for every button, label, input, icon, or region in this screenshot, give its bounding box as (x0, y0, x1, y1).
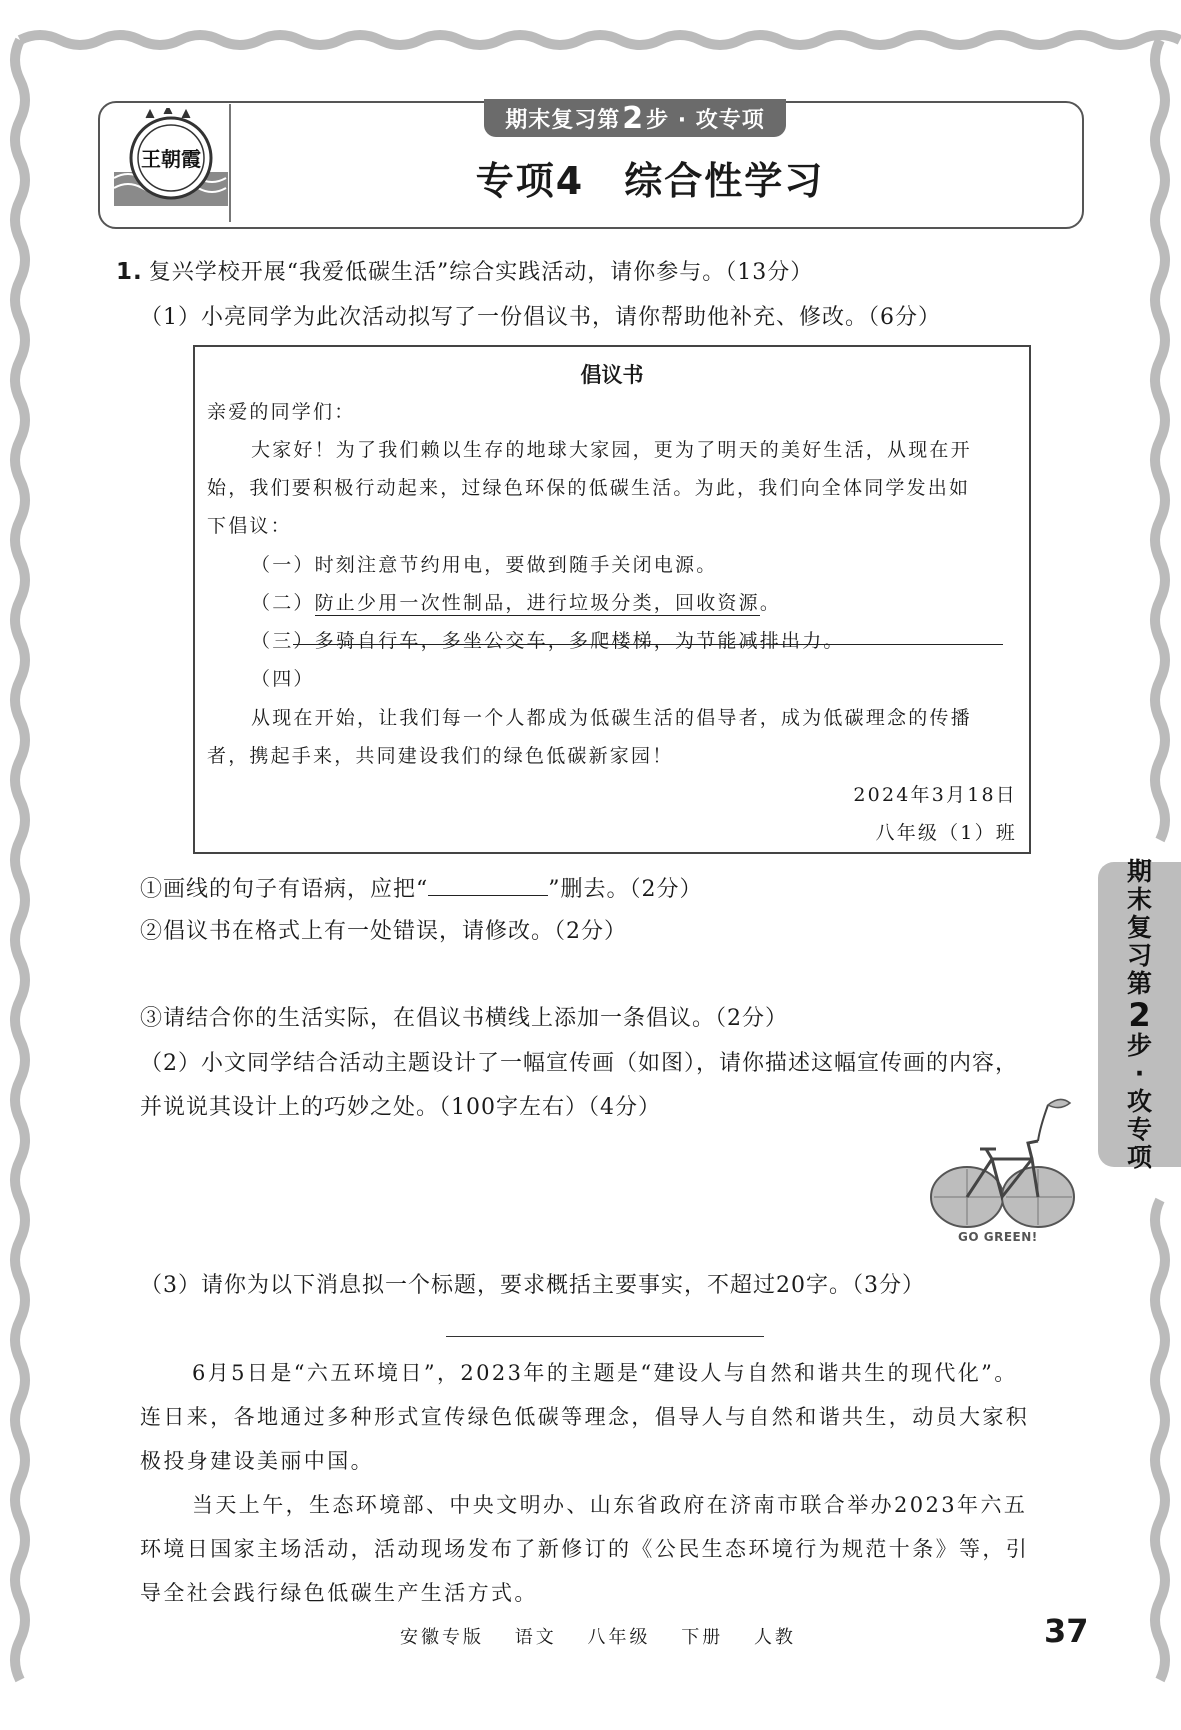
side-tab (1098, 856, 1181, 1172)
step-tab (484, 99, 786, 137)
letter-item-2-suffix: 。 (759, 592, 782, 614)
news-p2-line2: 环境日国家主场活动，活动现场发布了新修订的《公民生态环境行为规范十条》等，引 (140, 1537, 1030, 1561)
footer-info (400, 1623, 818, 1649)
question-part-2-line1: （2）小文同学结合活动主题设计了一幅宣传画（如图），请你描述这幅宣传画的内容， (140, 1051, 1018, 1076)
footer-subject: 语文 (514, 1627, 557, 1648)
side-tab-char: 习 (1126, 940, 1152, 970)
side-tab-char: 第 (1126, 968, 1152, 998)
proposal-letter (193, 345, 1031, 854)
letter-item-2 (251, 588, 781, 615)
subquestion-1-blank[interactable] (428, 877, 548, 896)
side-tab-char: 末 (1126, 884, 1152, 914)
logo-divider (229, 104, 231, 222)
footer-publisher: 人教 (753, 1627, 796, 1648)
news-p1-line3: 极投身建设美丽中国。 (140, 1449, 374, 1473)
footer-edition: 安徽专版 (400, 1627, 484, 1648)
bicycle-leaf-poster (920, 1097, 1080, 1247)
letter-item-2-underlined: 防止少用一次性制品，进行垃圾分类，回收资源 (314, 592, 760, 614)
letter-item-4: （四） (251, 668, 315, 690)
news-p2-line3: 导全社会践行绿色低碳生产生活方式。 (140, 1581, 538, 1605)
letter-para1-line3: 下倡议： (207, 515, 292, 537)
step-suffix: 步 · 攻专项 (646, 107, 765, 133)
letter-para1-line1: 大家好！为了我们赖以生存的地球大家园，更为了明天的美好生活，从现在开 (251, 439, 972, 461)
item-4-answer-line[interactable] (293, 644, 1003, 645)
side-tab-char: 复 (1126, 912, 1152, 942)
question-text: 复兴学校开展“我爱低碳生活”综合实践活动，请你参与。（13分） (148, 260, 814, 285)
leaf-icon (1048, 1099, 1070, 1107)
side-tab-char: 攻 (1126, 1086, 1152, 1116)
publisher-logo (112, 108, 230, 214)
footer-grade: 八年级 (587, 1627, 651, 1648)
question-part-3: （3）请你为以下消息拟一个标题，要求概括主要事实，不超过20字。（3分） (140, 1273, 925, 1298)
subquestion-3: ③请结合你的生活实际，在倡议书横线上添加一条倡议。（2分） (140, 1006, 788, 1031)
letter-salutation: 亲爱的同学们： (207, 401, 356, 423)
side-tab-char: 专 (1126, 1114, 1152, 1144)
subquestion-1-suffix: ”删去。（2分） (548, 877, 703, 902)
side-tab-char: 项 (1126, 1142, 1152, 1172)
question-1 (116, 255, 813, 286)
side-tab-char: · (1134, 1058, 1145, 1088)
question-part-1: （1）小亮同学为此次活动拟写了一份倡议书，请你帮助他补充、修改。（6分） (140, 305, 941, 330)
step-number: 2 (622, 100, 645, 136)
letter-para1-line2: 始，我们要积极行动起来，过绿色环保的低碳生活。为此，我们向全体同学发出如 (207, 477, 971, 499)
side-tab-char: 步 (1126, 1030, 1152, 1060)
news-p1-line1: 6月5日是“六五环境日”，2023年的主题是“建设人与自然和谐共生的现代化”。 (192, 1361, 1018, 1385)
letter-date: 2024年3月18日 (853, 784, 1017, 806)
letter-item-3: （三）多骑自行车，多坐公交车，多爬楼梯，为节能减排出力。 (251, 630, 845, 652)
letter-closing-line1: 从现在开始，让我们每一个人都成为低碳生活的倡导者，成为低碳理念的传播 (251, 707, 972, 729)
step-prefix: 期末复习第 (505, 107, 621, 133)
letter-item-1: （一）时刻注意节约用电，要做到随手关闭电源。 (251, 554, 718, 576)
subquestion-1 (140, 872, 703, 903)
news-p1-line2: 连日来，各地通过多种形式宣传绿色低碳等理念，倡导人与自然和谐共生，动员大家积 (140, 1405, 1030, 1429)
question-number: 1. (116, 259, 143, 285)
footer-volume: 下册 (681, 1627, 724, 1648)
subquestion-2: ②倡议书在格式上有一处错误，请修改。（2分） (140, 919, 627, 944)
letter-signature: 八年级（1）班 (875, 822, 1017, 844)
letter-closing-line2: 者，携起手来，共同建设我们的绿色低碳新家园！ (207, 745, 674, 767)
page-number: 37 (1044, 1612, 1089, 1650)
page-title: 专项4 综合性学习 (475, 159, 825, 203)
poster-caption: GO GREEN! (958, 1230, 1038, 1244)
letter-title: 倡议书 (580, 363, 644, 387)
logo-text: 王朝霞 (141, 147, 201, 171)
subquestion-1-prefix: ①画线的句子有语病，应把“ (140, 877, 429, 902)
question-part-2-line2: 并说说其设计上的巧妙之处。（100字左右）（4分） (140, 1095, 661, 1120)
side-tab-char: 期 (1126, 856, 1152, 886)
side-tab-number: 2 (1128, 995, 1151, 1034)
news-p2-line1: 当天上午，生态环境部、中央文明办、山东省政府在济南市联合举办2023年六五 (192, 1493, 1028, 1517)
headline-answer-line[interactable] (446, 1336, 764, 1337)
letter-item-2-prefix: （二） (251, 592, 315, 614)
